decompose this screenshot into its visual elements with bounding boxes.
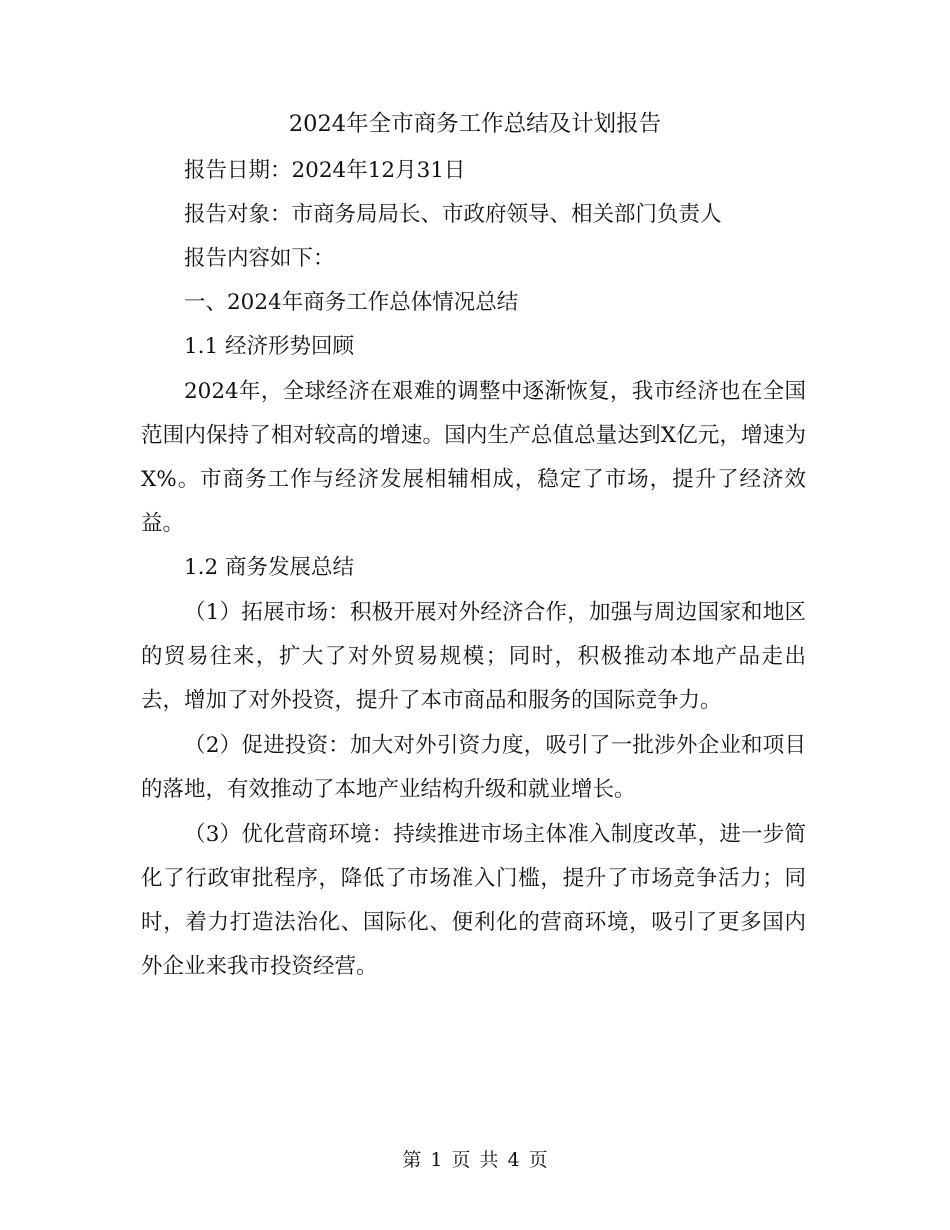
paragraph: 2024年，全球经济在艰难的调整中逐渐恢复，我市经济也在全国范围内保持了相对较高的增速。国内生产总值总量达到X亿元，增速为X%。市商务工作与经济发展相辅相成，稳定了市场，提升了经济效益。 [141, 379, 806, 536]
document-title: 2024年全市商务工作总结及计划报告 [288, 111, 662, 137]
report-intro: 报告内容如下： [184, 246, 335, 271]
report-date: 报告日期：2024年12月31日 [184, 158, 466, 183]
report-audience: 报告对象：市商务局局长、市政府领导、相关部门负责人 [184, 202, 722, 227]
subsection-heading: 1.2 商务发展总结 [184, 555, 355, 580]
list-item: （3）优化营商环境：持续推进市场主体准入制度改革，进一步简化了行政审批程序，降低了市场准入门槛，提升了市场竞争活力；同时，着力打造法治化、国际化、便利化的营商环境，吸引了更多国内外企业来我市投资经营。 [141, 822, 806, 979]
list-item: （1）拓展市场：积极开展对外经济合作，加强与周边国家和地区的贸易往来，扩大了对外贸易规模；同时，积极推动本地产品走出去，增加了对外投资，提升了本市商品和服务的国际竞争力。 [141, 600, 806, 713]
list-item: （2）促进投资：加大对外引资力度，吸引了一批涉外企业和项目的落地，有效推动了本地产业结构升级和就业增长。 [141, 733, 806, 802]
section-heading: 一、2024年商务工作总体情况总结 [184, 290, 519, 315]
subsection-heading: 1.1 经济形势回顾 [184, 334, 355, 359]
page-footer: 第 1 页 共 4 页 [402, 1149, 548, 1171]
document-body [141, 149, 806, 989]
